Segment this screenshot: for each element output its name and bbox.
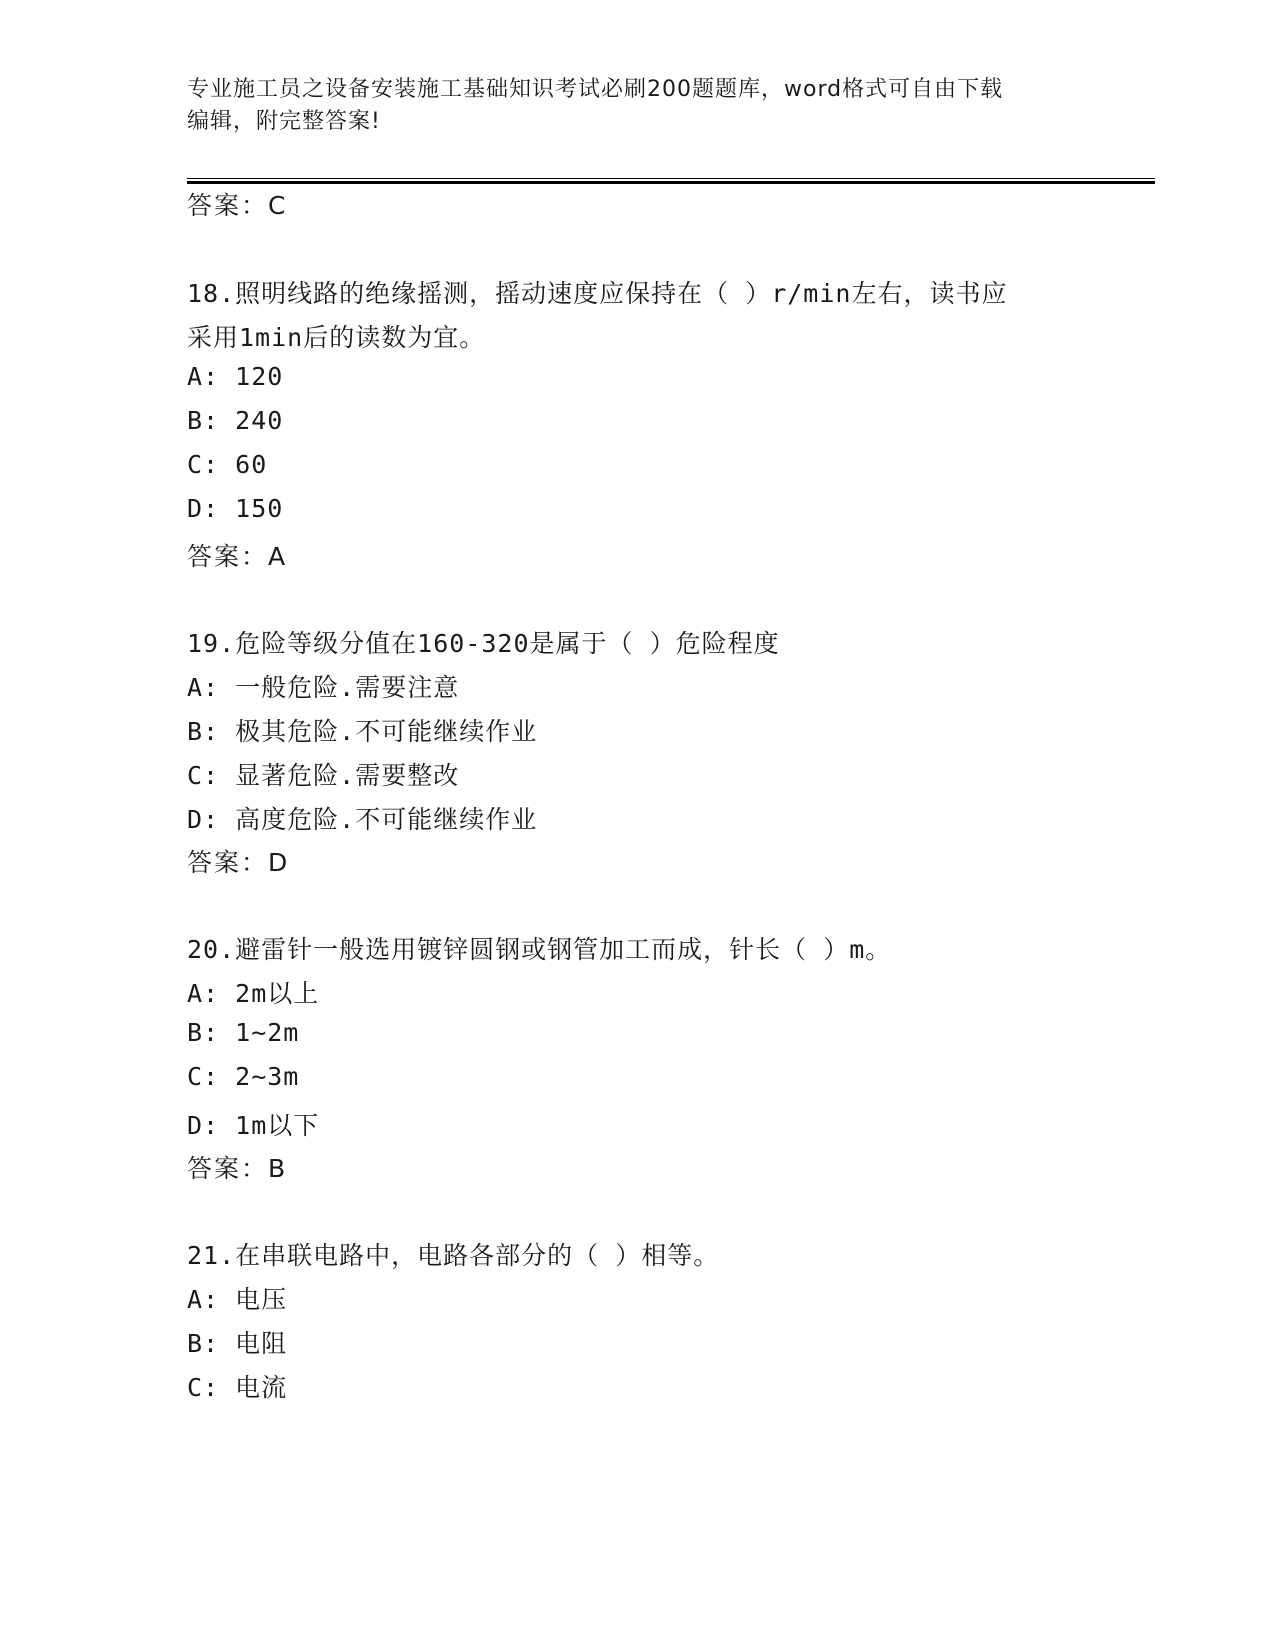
question-19-option-a: A: 一般危险.需要注意 xyxy=(187,673,460,702)
question-21-text: 21.在串联电路中，电路各部分的（ ）相等。 xyxy=(187,1241,720,1270)
question-18-option-a: A: 120 xyxy=(187,362,284,391)
document-header xyxy=(187,74,1087,138)
question-20-option-a: A: 2m以上 xyxy=(187,979,320,1008)
header-rule-thick xyxy=(187,181,1155,184)
answer-17: 答案：C xyxy=(187,191,288,220)
question-20-text: 20.避雷针一般选用镀锌圆钢或钢管加工而成，针长（ ）m。 xyxy=(187,935,892,964)
question-18-answer: 答案：A xyxy=(187,542,288,571)
header-line-2: 编辑，附完整答案! xyxy=(187,109,381,134)
question-20-answer: 答案：B xyxy=(187,1154,288,1183)
question-18-text-line-2: 采用1min后的读数为宜。 xyxy=(187,323,486,352)
question-18-text-line-1: 18.照明线路的绝缘摇测，摇动速度应保持在（ ）r/min左右，读书应 xyxy=(187,279,1008,308)
question-19-option-b: B: 极其危险.不可能继续作业 xyxy=(187,717,538,746)
question-19-option-c: C: 显著危险.需要整改 xyxy=(187,761,460,790)
header-line-1: 专业施工员之设备安装施工基础知识考试必刷200题题库，word格式可自由下载 xyxy=(187,77,1004,102)
question-19-text: 19.危险等级分值在160-320是属于（ ）危险程度 xyxy=(187,629,780,658)
header-rule-thin xyxy=(187,178,1155,179)
question-18-option-b: B: 240 xyxy=(187,406,284,435)
question-19-answer: 答案：D xyxy=(187,848,290,877)
question-18-option-d: D: 150 xyxy=(187,494,284,523)
question-19-option-d: D: 高度危险.不可能继续作业 xyxy=(187,805,538,834)
question-20-option-c: C: 2~3m xyxy=(187,1062,300,1091)
question-21-option-b: B: 电阻 xyxy=(187,1329,288,1358)
question-21-option-c: C: 电流 xyxy=(187,1373,288,1402)
question-18-option-c: C: 60 xyxy=(187,450,268,479)
question-20-option-b: B: 1~2m xyxy=(187,1018,300,1047)
question-21-option-a: A: 电压 xyxy=(187,1285,288,1314)
question-20-option-d: D: 1m以下 xyxy=(187,1111,320,1140)
